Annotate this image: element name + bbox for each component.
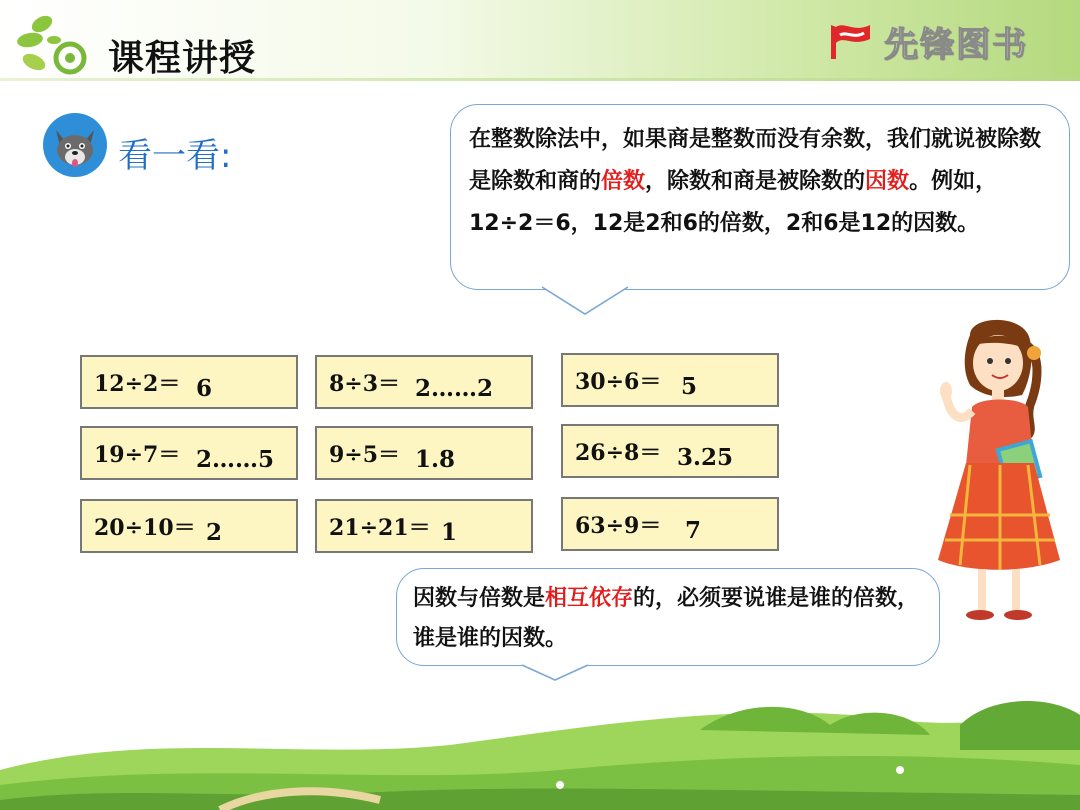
equation-expression: 26÷8＝ <box>575 440 662 466</box>
definition-text: 。例如，12÷2＝6，12是2和6的倍数，2和6是12的因数。 <box>469 169 998 236</box>
definition-text: 在整数除法中，如果商是整数而没有余数，我们就说被除数是除数和商的 <box>469 127 1042 194</box>
wolf-avatar-icon <box>42 112 108 178</box>
hill-decoration <box>0 690 1080 810</box>
definition-bubble <box>450 104 1070 290</box>
equation-answer: 2……2 <box>415 375 494 402</box>
equation-expression: 20÷10＝ <box>94 515 196 541</box>
equation-box <box>561 497 779 551</box>
equation-box <box>315 426 533 480</box>
term-interdependent: 相互依存 <box>545 586 634 611</box>
flag-icon <box>828 21 874 61</box>
equation-answer: 6 <box>196 375 213 402</box>
term-factor: 因数 <box>865 169 910 194</box>
note-text: 的，必须要说谁是谁的倍数，谁是谁的因数。 <box>413 586 920 651</box>
equation-expression: 30÷6＝ <box>575 369 662 395</box>
note-text: 因数与倍数是 <box>413 586 546 611</box>
definition-text: ，除数和商是被除数的 <box>645 169 866 194</box>
brand-name: 先锋图书 <box>884 24 1028 65</box>
equation-box <box>80 499 298 553</box>
bubble-tail <box>520 664 590 684</box>
equation-answer: 1.8 <box>415 446 456 473</box>
leaf-logo-icon <box>14 10 94 82</box>
equation-expression: 21÷21＝ <box>329 515 431 541</box>
equation-expression: 19÷7＝ <box>94 442 181 468</box>
page-title: 课程讲授 <box>108 38 257 79</box>
brand-logo <box>828 18 1028 64</box>
equation-box <box>315 355 533 409</box>
equation-box <box>561 424 779 478</box>
equation-answer: 2 <box>206 519 223 546</box>
bubble-tail <box>540 286 630 316</box>
equation-answer: 7 <box>685 517 702 544</box>
equation-expression: 9÷5＝ <box>329 442 401 468</box>
term-multiple: 倍数 <box>601 169 646 194</box>
equation-answer: 3.25 <box>677 444 734 471</box>
equation-expression: 63÷9＝ <box>575 513 662 539</box>
section-label: 看一看: <box>118 136 232 176</box>
equation-box <box>561 353 779 407</box>
equation-answer: 1 <box>441 519 458 546</box>
equation-expression: 8÷3＝ <box>329 371 401 397</box>
equation-box <box>80 355 298 409</box>
equation-box <box>315 499 533 553</box>
equation-expression: 12÷2＝ <box>94 371 181 397</box>
teacher-illustration <box>930 315 1070 635</box>
note-bubble <box>396 568 940 666</box>
equation-answer: 5 <box>681 373 698 400</box>
equation-answer: 2……5 <box>196 446 275 473</box>
equation-box <box>80 426 298 480</box>
